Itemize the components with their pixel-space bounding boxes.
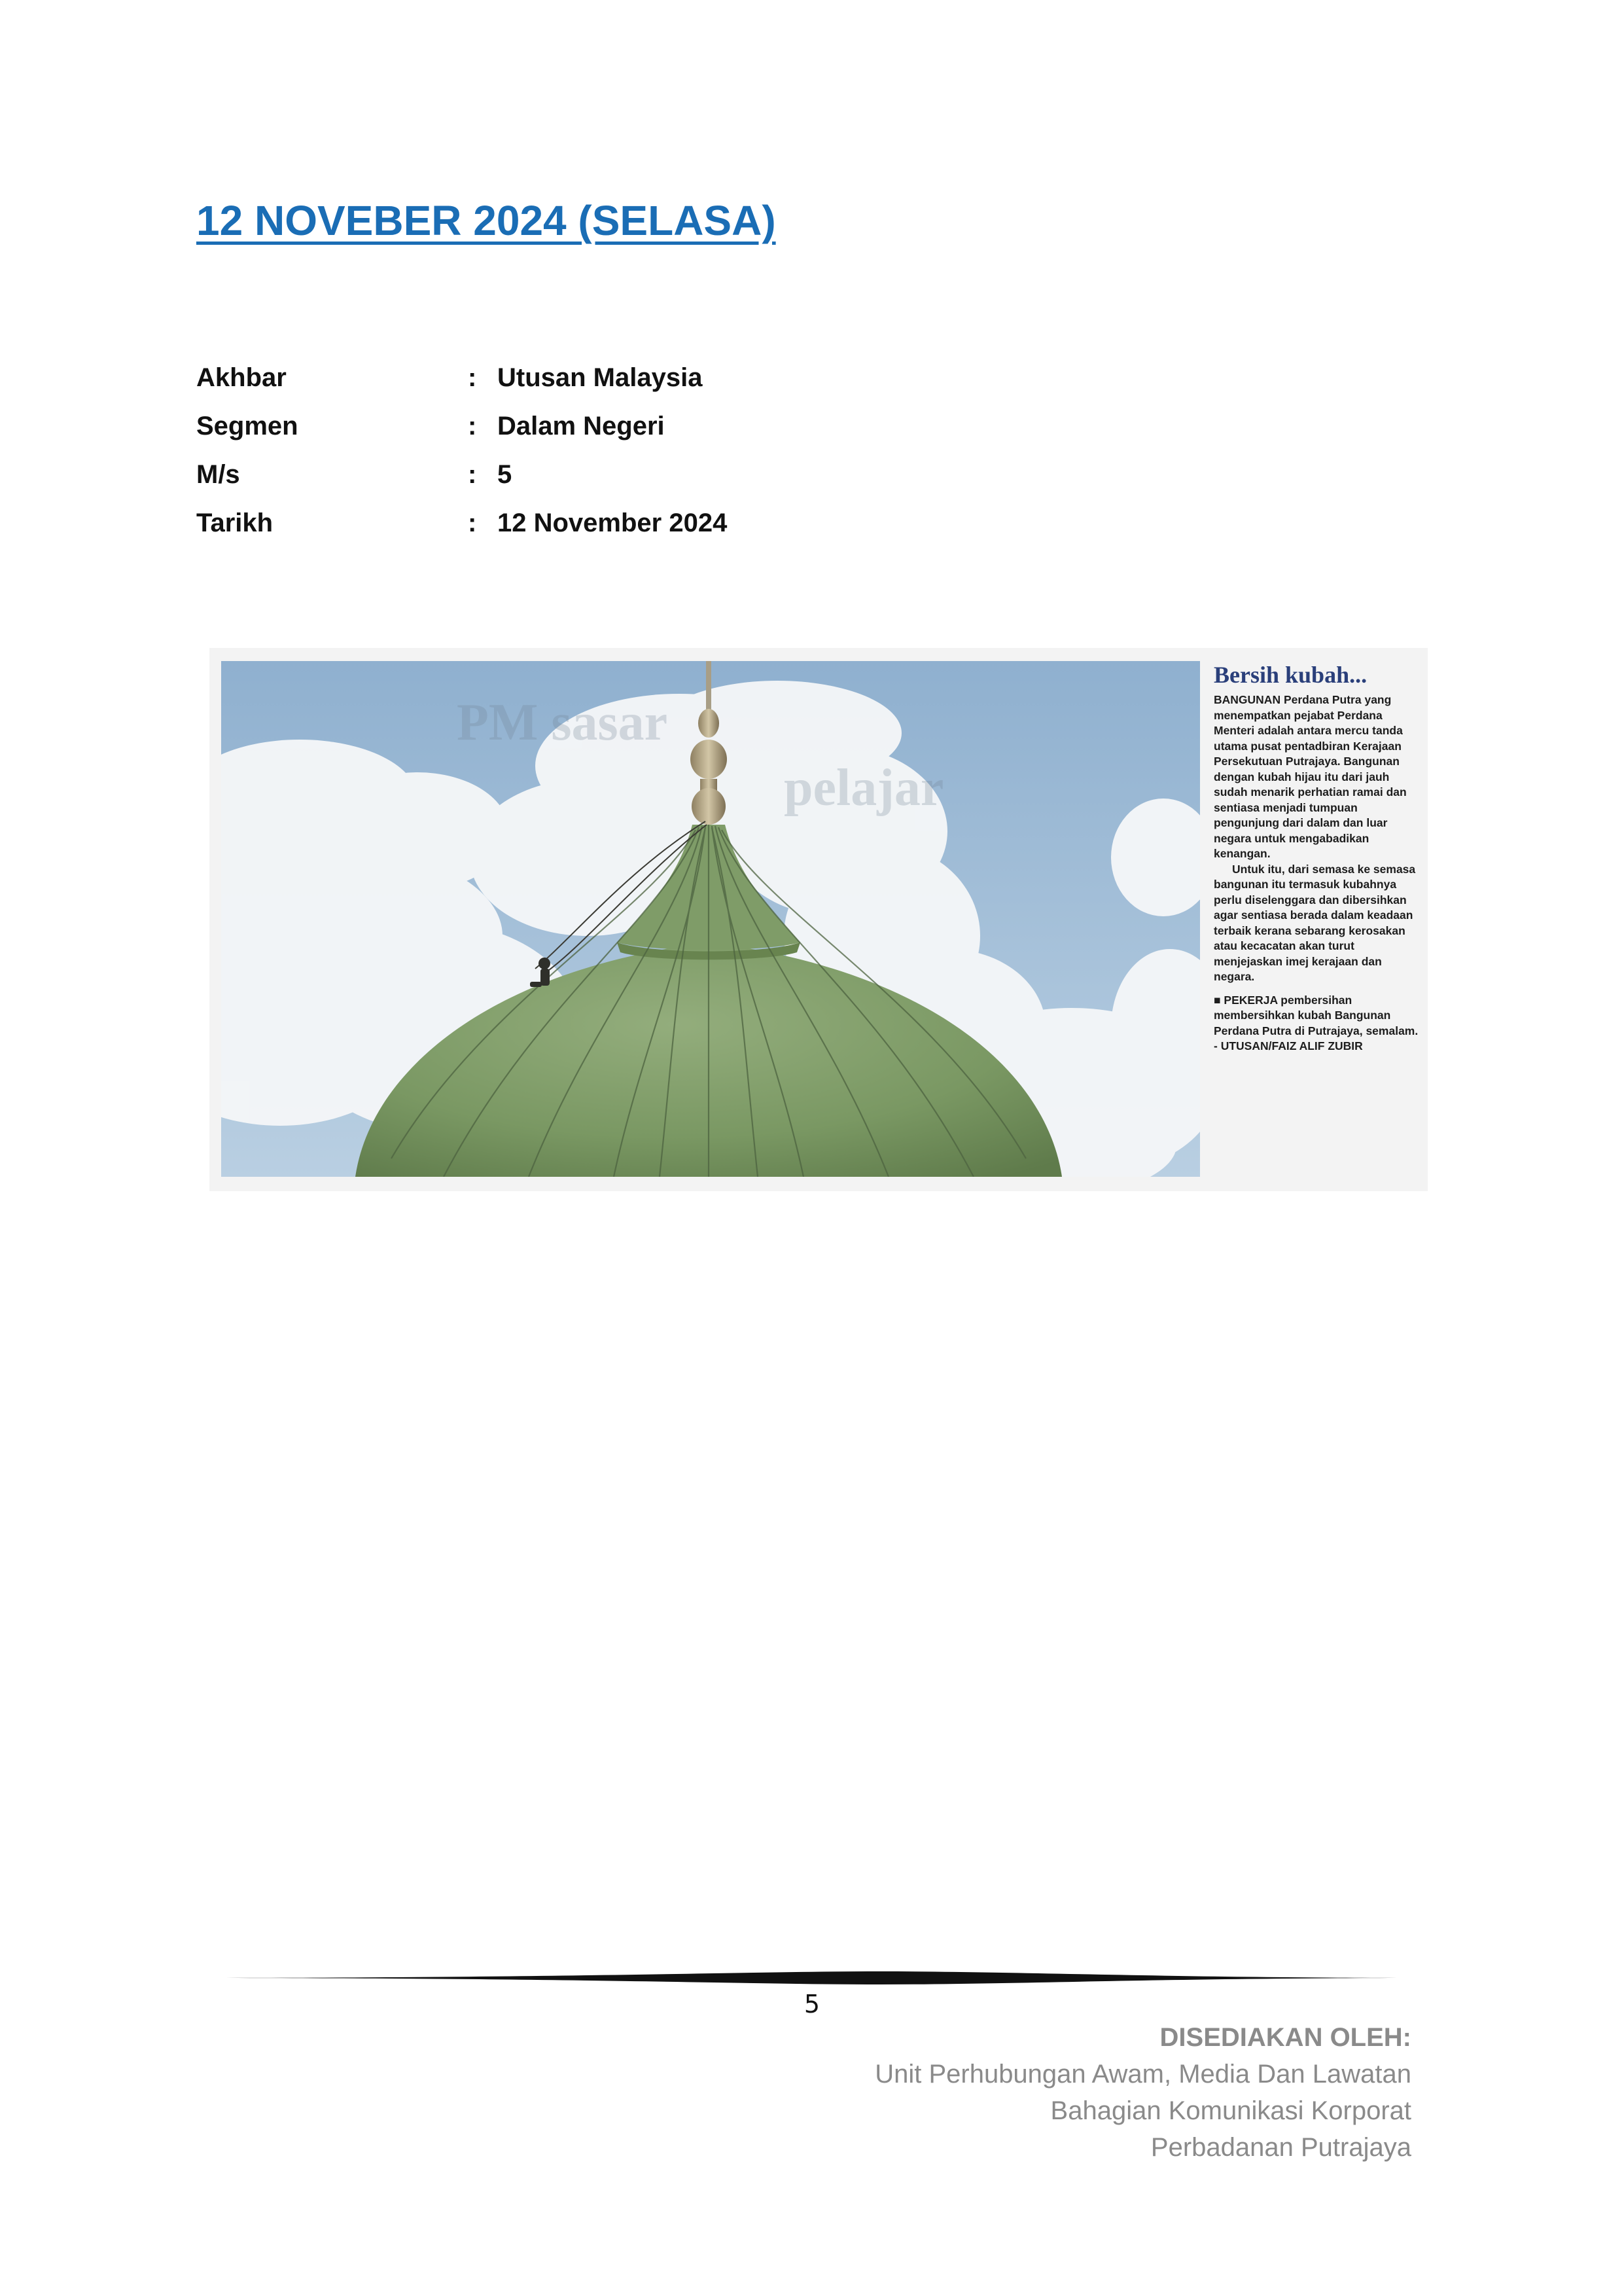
page-title: 12 NOVEBER 2024 (SELASA) [196, 197, 776, 244]
dome-photo-illustration [221, 661, 1200, 1177]
meta-label: M/s [196, 459, 240, 489]
dome-photo [221, 661, 1200, 1177]
clipping-paragraph-1: BANGUNAN Perdana Putra yang menempatkan pejabat Perdana Menteri adalah antara mercu tanda utama pusat pentadbiran Kerajaan Persekutuan Putrajaya. Bangunan dengan kubah hijau itu dari jauh sudah menarik perhatian ramai dan sentiasa menjadi tumpuan pengunjung dari dalam dan luar negara untuk mengabadikan kenangan. [1214, 693, 1407, 860]
clipping-paragraph-2: Untuk itu, dari semasa ke semasa bangunan itu termasuk kubahnya perlu diselenggara dan dibersihkan agar sentiasa berada dalam keadaan terbaik kerana sebarang kerosakan atau kecacatan akan turut menjejaskan imej kerajaan dan negara. [1214, 862, 1416, 983]
clipping-headline: Bersih kubah... [1214, 662, 1368, 688]
meta-colon: : [468, 411, 477, 440]
meta-value: Utusan Malaysia [497, 363, 703, 392]
prepared-by-heading: DISEDIAKAN OLEH: [1159, 2023, 1411, 2052]
meta-row-akhbar [196, 353, 727, 402]
meta-colon: : [468, 459, 477, 489]
meta-colon: : [468, 363, 477, 392]
caption-column [1214, 661, 1423, 1054]
credit-line-unit: Unit Perhubungan Awam, Media Dan Lawatan [875, 2060, 1411, 2089]
metadata-table [196, 353, 727, 547]
meta-label: Akhbar [196, 363, 287, 392]
footer-divider [226, 1970, 1397, 1986]
credit-line-division: Bahagian Komunikasi Korporat [1050, 2096, 1411, 2125]
meta-row-tarikh [196, 499, 727, 547]
meta-label: Segmen [196, 411, 298, 440]
meta-value: 12 November 2024 [497, 508, 728, 537]
page-number: 5 [803, 1990, 821, 2018]
footer-credits [875, 2019, 1411, 2166]
svg-text:pelajar: pelajar [784, 759, 944, 817]
svg-text:PM sasar: PM sasar [457, 694, 668, 751]
credit-line-organization: Perbadanan Putrajaya [1150, 2133, 1411, 2162]
meta-row-ms [196, 450, 727, 499]
clipping-body [1214, 692, 1423, 985]
meta-label: Tarikh [196, 508, 274, 537]
meta-value: Dalam Negeri [497, 411, 665, 440]
newspaper-clipping [209, 648, 1428, 1191]
meta-row-segmen [196, 402, 727, 450]
photo-caption: ■ PEKERJA pembersihan membersihkan kubah Bangunan Perdana Putra di Putrajaya, semalam. - UTUSAN/FAIZ ALIF ZUBIR [1214, 993, 1419, 1052]
meta-value: 5 [497, 459, 512, 489]
meta-colon: : [468, 508, 477, 537]
